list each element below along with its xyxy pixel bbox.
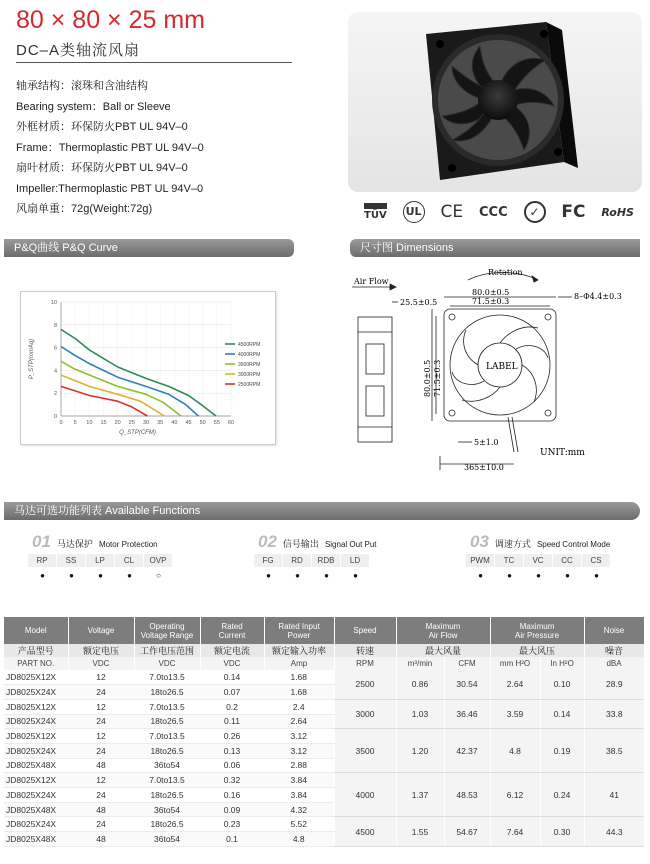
spec-frame-en: Frame：Thermoplastic PBT UL 94V–0 xyxy=(16,141,204,154)
table-cell: 0.23 xyxy=(200,817,264,832)
page-subtitle: DC–A类轴流风扇 xyxy=(16,42,141,59)
table-cell: JD8025X48X xyxy=(4,802,68,817)
table-cell: 0.07 xyxy=(200,685,264,700)
fan-image xyxy=(348,12,642,192)
availability-mark: ● xyxy=(478,571,483,580)
pq-chart-svg xyxy=(21,292,277,446)
x-tick-label: 20 xyxy=(114,420,121,426)
table-cell: 24 xyxy=(68,685,134,700)
table-merged-cell: 33.8 xyxy=(584,699,644,728)
unit-header: PART NO. xyxy=(4,657,68,670)
table-merged-cell: 3500 xyxy=(334,729,396,773)
table-cell: JD8025X12X xyxy=(4,670,68,685)
column-header-cn: 噪音 xyxy=(584,644,644,657)
table-merged-cell: 0.86 xyxy=(396,670,444,699)
function-code: OVP xyxy=(144,554,173,567)
ccc-mark-icon: CCC xyxy=(478,204,508,220)
dimension-drawing xyxy=(348,262,644,474)
table-cell: 2.88 xyxy=(264,758,334,773)
column-header: Rated Input Power xyxy=(264,617,334,644)
column-header-cn: 工作电压范围 xyxy=(134,644,200,657)
function-code: SS xyxy=(57,554,86,567)
availability-mark: ● xyxy=(69,571,74,580)
table-merged-cell: 3.59 xyxy=(490,699,540,728)
table-cell: 1.68 xyxy=(264,670,334,685)
availability-mark: ○ xyxy=(156,571,161,580)
table-unit-row xyxy=(4,657,644,670)
ul-mark-icon: UL xyxy=(403,201,425,223)
spec-weight: 风扇单重：72g(Weight:72g) xyxy=(16,203,153,215)
table-merged-cell: 1.03 xyxy=(396,699,444,728)
function-code: CL xyxy=(115,554,144,567)
table-cell: 0.09 xyxy=(200,802,264,817)
spec-bearing-en: Bearing system：Ball or Sleeve xyxy=(16,100,171,113)
table-merged-cell: 0.19 xyxy=(540,729,584,773)
unit-header: VDC xyxy=(200,657,264,670)
table-merged-cell: 38.5 xyxy=(584,729,644,773)
x-tick-label: 55 xyxy=(213,420,220,426)
spec-table xyxy=(4,617,645,847)
column-header: Operating Voltage Range xyxy=(134,617,200,644)
function-group-title-cn: 信号输出 xyxy=(282,539,319,549)
unit-header: VDC xyxy=(134,657,200,670)
function-group-title-cn: 调速方式 xyxy=(494,539,531,549)
table-cell: 0.2 xyxy=(200,699,264,714)
availability-mark: ● xyxy=(127,571,132,580)
table-merged-cell: 44.3 xyxy=(584,817,644,846)
function-code: CS xyxy=(582,554,611,567)
spec-list xyxy=(16,76,204,220)
fan-label-text: LABEL xyxy=(486,362,518,372)
function-code: TC xyxy=(495,554,524,567)
column-header: Speed xyxy=(334,617,396,644)
unit-header: Amp xyxy=(264,657,334,670)
table-cell: 0.26 xyxy=(200,729,264,744)
availability-mark: ● xyxy=(536,571,541,580)
column-header-cn: 产品型号 xyxy=(4,644,68,657)
spec-bearing-cn: 轴承结构：滚珠和含油结构 xyxy=(16,80,148,92)
table-cell: 2.4 xyxy=(264,699,334,714)
table-cell: 36to54 xyxy=(134,758,200,773)
table-merged-cell: 0.30 xyxy=(540,817,584,846)
function-code: LP xyxy=(86,554,115,567)
pq-section-header: P&Q曲线 P&Q Curve xyxy=(4,239,294,257)
table-merged-cell: 0.10 xyxy=(540,670,584,699)
availability-mark: ● xyxy=(353,571,358,580)
unit-header: m³/min xyxy=(396,657,444,670)
table-cell: JD8025X24X xyxy=(4,743,68,758)
table-cell: JD8025X12X xyxy=(4,773,68,788)
unit-header: VDC xyxy=(68,657,134,670)
y-axis-title: P_STP(mmAq) xyxy=(29,338,35,380)
width-hole-dimension: 71.5±0.3 xyxy=(472,297,510,306)
table-cell: 24 xyxy=(68,714,134,729)
spec-frame-cn: 外框材质：环保防火PBT UL 94V–0 xyxy=(16,121,188,133)
table-cell: 0.1 xyxy=(200,832,264,847)
height-outer-dimension: 80.0±0.5 xyxy=(423,359,432,397)
y-tick-label: 6 xyxy=(53,345,57,352)
table-cell: 7.0to13.5 xyxy=(134,670,200,685)
column-header: Noise xyxy=(584,617,644,644)
table-cell: 36to54 xyxy=(134,832,200,847)
title-divider xyxy=(16,62,292,63)
functions-section-header: 马达可选功能列表 Available Functions xyxy=(4,502,640,520)
column-header-cn: 额定电压 xyxy=(68,644,134,657)
column-header-cn: 额定输入功率 xyxy=(264,644,334,657)
table-merged-cell: 48.53 xyxy=(444,773,490,817)
column-header: Maximum Air Flow xyxy=(396,617,490,644)
unit-header: RPM xyxy=(334,657,396,670)
table-merged-cell: 6.12 xyxy=(490,773,540,817)
fcc-mark-icon: FC xyxy=(561,202,586,222)
table-cell: 48 xyxy=(68,832,134,847)
spec-impeller-en: Impeller:Thermoplastic PBT UL 94V–0 xyxy=(16,182,204,195)
function-group-title-en: Speed Control Mode xyxy=(536,540,611,549)
table-cell: JD8025X48X xyxy=(4,758,68,773)
depth-dimension: 25.5±0.5 xyxy=(400,298,438,307)
table-header-row-en xyxy=(4,617,644,644)
table-merged-cell: 54.67 xyxy=(444,817,490,846)
table-row xyxy=(4,773,644,788)
table-merged-cell: 2.64 xyxy=(490,670,540,699)
series-line-3500rpm xyxy=(61,361,181,416)
column-header-cn: 最大风量 xyxy=(396,644,490,657)
certification-row xyxy=(364,198,634,226)
table-cell: 5.52 xyxy=(264,817,334,832)
y-tick-label: 0 xyxy=(53,414,57,420)
column-header: Rated Current xyxy=(200,617,264,644)
table-merged-cell: 41 xyxy=(584,773,644,817)
unit-header: In H²O xyxy=(540,657,584,670)
function-code: RP xyxy=(28,554,57,567)
product-photo-panel xyxy=(348,12,642,192)
function-code: PWM xyxy=(466,554,495,567)
table-merged-cell: 4.8 xyxy=(490,729,540,773)
table-merged-cell: 4000 xyxy=(334,773,396,817)
table-merged-cell: 28.9 xyxy=(584,670,644,699)
spec-impeller-cn: 扇叶材质：环保防火PBT UL 94V–0 xyxy=(16,162,188,174)
table-cell: 0.16 xyxy=(200,788,264,803)
y-tick-label: 10 xyxy=(50,300,57,306)
function-group-number: 01 xyxy=(32,532,51,551)
x-tick-label: 50 xyxy=(199,420,206,426)
table-cell: 12 xyxy=(68,699,134,714)
dimensions-section-header: 尺寸图 Dimensions xyxy=(350,239,640,257)
unit-header: mm H²O xyxy=(490,657,540,670)
column-header: Voltage xyxy=(68,617,134,644)
table-cell: 7.0to13.5 xyxy=(134,773,200,788)
table-merged-cell: 7.64 xyxy=(490,817,540,846)
x-tick-label: 10 xyxy=(86,420,93,426)
table-merged-cell: 36.46 xyxy=(444,699,490,728)
dimension-drawing-svg xyxy=(348,262,644,474)
x-tick-label: 45 xyxy=(185,420,192,426)
table-cell: JD8025X12X xyxy=(4,729,68,744)
x-tick-label: 0 xyxy=(59,420,63,426)
table-row xyxy=(4,729,644,744)
table-cell: 0.06 xyxy=(200,758,264,773)
availability-mark: ● xyxy=(594,571,599,580)
table-cell: 0.13 xyxy=(200,743,264,758)
table-merged-cell: 0.14 xyxy=(540,699,584,728)
table-cell: 4.8 xyxy=(264,832,334,847)
function-group-title-en: Signal Out Put xyxy=(324,540,377,549)
table-merged-cell: 3000 xyxy=(334,699,396,728)
x-axis-title: Q_STP(CFM) xyxy=(119,430,156,436)
table-cell: 12 xyxy=(68,670,134,685)
holes-dimension: 8–Φ4.4±0.3 xyxy=(574,292,622,301)
x-tick-label: 30 xyxy=(142,420,150,426)
y-tick-label: 8 xyxy=(53,322,57,329)
table-cell: JD8025X12X xyxy=(4,699,68,714)
function-code: RD xyxy=(283,554,312,567)
pq-chart xyxy=(20,291,276,445)
function-group-title-cn: 马达保护 xyxy=(56,539,93,549)
table-cell: 2.64 xyxy=(264,714,334,729)
function-code: RDB xyxy=(312,554,341,567)
availability-mark: ● xyxy=(295,571,300,580)
column-header-cn: 最大风压 xyxy=(490,644,584,657)
airflow-label: Air Flow xyxy=(354,277,389,286)
rohs-mark-icon: RoHS xyxy=(601,205,634,219)
function-group-number: 02 xyxy=(258,532,277,551)
table-cell: 3.12 xyxy=(264,743,334,758)
table-cell: 24 xyxy=(68,743,134,758)
table-cell: JD8025X48X xyxy=(4,832,68,847)
function-group-speed-control xyxy=(466,532,611,582)
column-header-cn: 额定电流 xyxy=(200,644,264,657)
table-cell: 24 xyxy=(68,817,134,832)
function-code: LD xyxy=(341,554,370,567)
x-tick-label: 25 xyxy=(128,420,135,426)
y-tick-label: 4 xyxy=(53,368,57,375)
table-cell: 3.84 xyxy=(264,788,334,803)
availability-mark: ● xyxy=(324,571,329,580)
table-cell: 12 xyxy=(68,729,134,744)
legend-label: 4500RPM xyxy=(238,342,261,348)
table-cell: 18to26.5 xyxy=(134,788,200,803)
table-cell: 18to26.5 xyxy=(134,685,200,700)
table-merged-cell: 4500 xyxy=(334,817,396,846)
x-tick-label: 40 xyxy=(171,420,178,426)
availability-mark: ● xyxy=(40,571,45,580)
unit-header: dBA xyxy=(584,657,644,670)
x-tick-label: 35 xyxy=(157,420,164,426)
table-row xyxy=(4,670,644,685)
legend-label: 4000RPM xyxy=(238,352,261,358)
strip-dimension: 5±1.0 xyxy=(474,438,499,447)
availability-mark: ● xyxy=(266,571,271,580)
ce-mark-icon: CE xyxy=(440,202,464,222)
table-cell: 7.0to13.5 xyxy=(134,729,200,744)
column-header-cn: 转速 xyxy=(334,644,396,657)
table-cell: JD8025X24X xyxy=(4,714,68,729)
availability-mark: ● xyxy=(98,571,103,580)
table-header-row-cn xyxy=(4,644,644,657)
table-merged-cell: 2500 xyxy=(334,670,396,699)
page-title: 80 × 80 × 25 mm xyxy=(16,6,206,34)
table-cell: 7.0to13.5 xyxy=(134,699,200,714)
function-code: CC xyxy=(553,554,582,567)
availability-mark: ● xyxy=(507,571,512,580)
table-cell: JD8025X24X xyxy=(4,788,68,803)
function-group-signal-output xyxy=(254,532,377,582)
table-cell: 48 xyxy=(68,802,134,817)
legend-label: 3500RPM xyxy=(238,362,261,368)
tuv-mark-icon: TÜV xyxy=(364,203,387,221)
table-merged-cell: 1.37 xyxy=(396,773,444,817)
table-cell: 12 xyxy=(68,773,134,788)
table-cell: 0.32 xyxy=(200,773,264,788)
table-merged-cell: 1.20 xyxy=(396,729,444,773)
table-row xyxy=(4,817,644,832)
x-tick-label: 15 xyxy=(100,420,107,426)
table-cell: 0.11 xyxy=(200,714,264,729)
unit-header: CFM xyxy=(444,657,490,670)
function-group-motor-protection xyxy=(28,532,173,582)
function-group-number: 03 xyxy=(470,532,489,551)
column-header: Model xyxy=(4,617,68,644)
lead-dimension: 365±10.0 xyxy=(464,463,504,472)
table-merged-cell: 0.24 xyxy=(540,773,584,817)
x-tick-label: 5 xyxy=(73,420,77,426)
column-header: Maximum Air Pressure xyxy=(490,617,584,644)
table-cell: 48 xyxy=(68,758,134,773)
table-cell: 3.12 xyxy=(264,729,334,744)
table-cell: 4.32 xyxy=(264,802,334,817)
unit-label: UNIT:mm xyxy=(540,448,585,458)
check-mark-icon: ✓ xyxy=(524,201,546,223)
legend-label: 2500RPM xyxy=(238,382,261,388)
rotation-label: Rotation xyxy=(488,268,523,277)
y-tick-label: 2 xyxy=(53,391,57,398)
function-group-title-en: Motor Protection xyxy=(98,540,158,549)
table-merged-cell: 42.37 xyxy=(444,729,490,773)
height-hole-dimension: 71.5±0.3 xyxy=(433,359,442,397)
table-cell: 0.14 xyxy=(200,670,264,685)
table-cell: 1.68 xyxy=(264,685,334,700)
table-merged-cell: 30.54 xyxy=(444,670,490,699)
function-code: VC xyxy=(524,554,553,567)
table-merged-cell: 1.55 xyxy=(396,817,444,846)
availability-mark: ● xyxy=(565,571,570,580)
function-code: FG xyxy=(254,554,283,567)
table-body xyxy=(4,670,644,846)
legend-label: 3000RPM xyxy=(238,372,261,378)
x-tick-label: 60 xyxy=(227,420,235,426)
width-outer-dimension: 80.0±0.5 xyxy=(472,288,510,297)
table-cell: 36to54 xyxy=(134,802,200,817)
table-cell: 3.84 xyxy=(264,773,334,788)
table-row xyxy=(4,699,644,714)
table-cell: 18to26.5 xyxy=(134,743,200,758)
table-cell: JD8025X24X xyxy=(4,817,68,832)
table-cell: 24 xyxy=(68,788,134,803)
table-cell: JD8025X24X xyxy=(4,685,68,700)
table-cell: 18to26.5 xyxy=(134,714,200,729)
table-cell: 18to26.5 xyxy=(134,817,200,832)
